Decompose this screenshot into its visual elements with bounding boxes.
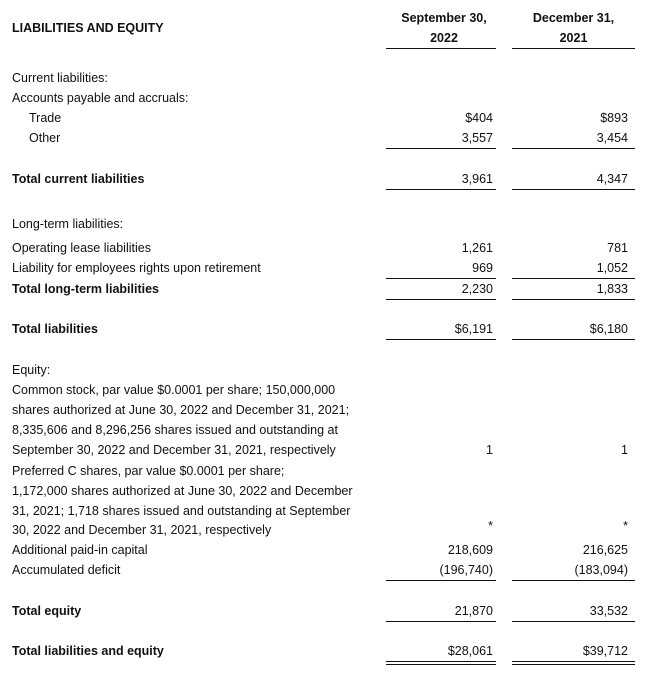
accumulated-deficit-label: Accumulated deficit [12,563,121,577]
total-liabilities-and-equity-2021: $39,712 [582,644,628,658]
total-current-liabilities-2021: 4,347 [596,172,628,186]
trade-value-2021: $893 [600,111,628,125]
total-equity-label: Total equity [12,604,82,618]
common-stock-description-line1: Common stock, par value $0.0001 per share; 150,000,000 [12,383,336,397]
column-header-dec-2021-line2: 2021 [559,31,588,45]
other-value-2022: 3,557 [461,131,493,145]
preferred-shares-description-line4: 30, 2022 and December 31, 2021, respectively [12,523,272,537]
common-stock-description-line3: 8,335,606 and 8,296,256 shares issued and outstanding at [12,423,338,437]
equity-subtotal-rule-2021 [512,580,635,581]
retirement-liability-2021: 1,052 [596,261,628,275]
other-value-2021: 3,454 [596,131,628,145]
accounts-payable-heading: Accounts payable and accruals: [12,91,189,105]
total-long-term-rule-2022 [386,299,496,300]
preferred-shares-2022: * [488,519,493,533]
total-current-liabilities-label: Total current liabilities [12,172,145,186]
total-equity-2022: 21,870 [454,604,493,618]
total-liabilities-2021: $6,180 [589,322,628,336]
grand-total-double-rule-2022 [386,661,496,665]
subtotal-rule-2021 [512,148,635,149]
subtotal-rule-2022 [386,148,496,149]
total-current-rule-2022 [386,189,496,190]
common-stock-2022: 1 [486,443,493,457]
total-long-term-liabilities-label: Total long-term liabilities [12,282,160,296]
total-liabilities-2022: $6,191 [454,322,493,336]
accumulated-deficit-2022: (196,740) [439,563,493,577]
column-header-sep-2022-line2: 2022 [430,31,458,45]
total-liabilities-rule-2022 [386,339,496,340]
operating-lease-label: Operating lease liabilities [12,241,151,255]
total-current-rule-2021 [512,189,635,190]
table-title: LIABILITIES AND EQUITY [12,21,164,35]
total-long-term-liabilities-2021: 1,833 [596,282,628,296]
equity-heading: Equity: [12,363,51,377]
header-underline-2021 [512,48,635,49]
total-long-term-rule-2021 [512,299,635,300]
long-term-liabilities-heading: Long-term liabilities: [12,217,124,231]
long-term-subtotal-rule-2021 [512,278,635,279]
retirement-liability-2022: 969 [472,261,493,275]
total-equity-rule-2021 [512,621,635,622]
total-equity-2021: 33,532 [589,604,628,618]
total-long-term-liabilities-2022: 2,230 [461,282,493,296]
total-liabilities-and-equity-label: Total liabilities and equity [12,644,164,658]
column-header-dec-2021-line1: December 31, [532,11,615,25]
total-liabilities-and-equity-2022: $28,061 [447,644,493,658]
current-liabilities-heading: Current liabilities: [12,71,108,85]
grand-total-double-rule-2021 [512,661,635,665]
equity-subtotal-rule-2022 [386,580,496,581]
common-stock-description-line2: shares authorized at June 30, 2022 and December 31, 2021; [12,403,350,417]
common-stock-description-line4: September 30, 2022 and December 31, 2021, respectively [12,443,336,457]
total-current-liabilities-2022: 3,961 [461,172,493,186]
apic-2021: 216,625 [582,543,628,557]
trade-label: Trade [29,111,62,125]
operating-lease-2022: 1,261 [461,241,493,255]
trade-value-2022: $404 [465,111,493,125]
preferred-shares-description-line2: 1,172,000 shares authorized at June 30, 2022 and December [12,484,353,498]
header-underline-2022 [386,48,496,49]
long-term-subtotal-rule-2022 [386,278,496,279]
total-equity-rule-2022 [386,621,496,622]
other-label: Other [29,131,61,145]
total-liabilities-rule-2021 [512,339,635,340]
preferred-shares-description-line1: Preferred C shares, par value $0.0001 per share; [12,464,285,478]
apic-label: Additional paid-in capital [12,543,148,557]
total-liabilities-label: Total liabilities [12,322,98,336]
apic-2022: 218,609 [447,543,493,557]
column-header-sep-2022-line1: September 30, [401,11,487,25]
retirement-liability-label: Liability for employees rights upon retirement [12,261,261,275]
accumulated-deficit-2021: (183,094) [574,563,628,577]
operating-lease-2021: 781 [607,241,628,255]
preferred-shares-2021: * [623,519,628,533]
common-stock-2021: 1 [621,443,628,457]
preferred-shares-description-line3: 31, 2021; 1,718 shares issued and outstanding at September [12,504,351,518]
